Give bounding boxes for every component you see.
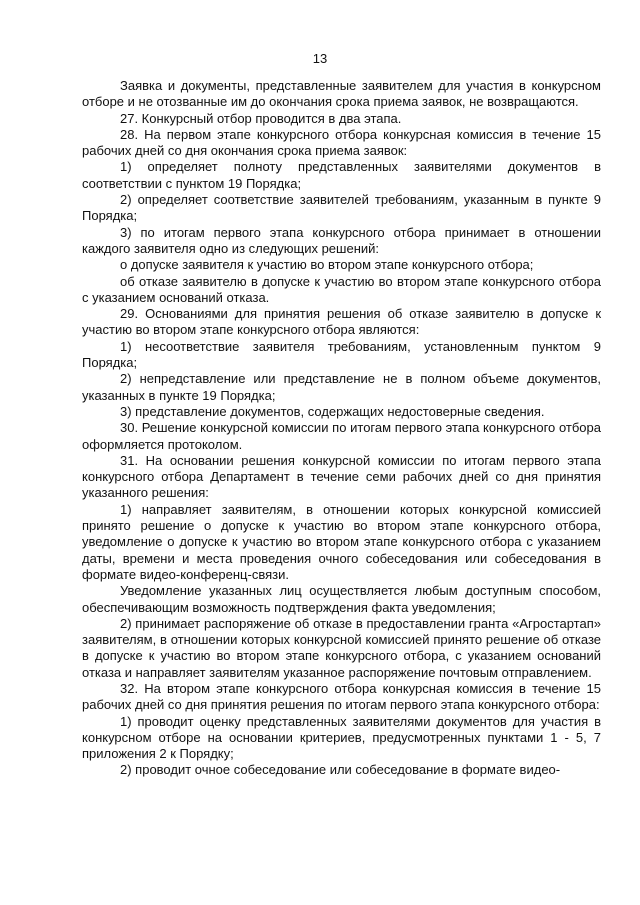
paragraph-decision-admit: о допуске заявителя к участию во втором этапе конкурсного отбора; xyxy=(120,257,534,273)
paragraph-28-item-2: 2) определяет соответствие заявителей требованиям, указанным в пункте 9 Порядка; xyxy=(82,192,601,224)
paragraph-applications-not-returned: Заявка и документы, представленные заявителем для участия в конкурсном отборе и не отозванные им до окончания срока приема заявок, не возвращаются. xyxy=(82,78,601,110)
paragraph-32-item-1: 1) проводит оценку представленных заявителями документов для участия в конкурсном отборе на основании критериев, предусмотренных пунктами 1 - 5, 7 приложения 2 к Порядку; xyxy=(82,713,601,762)
paragraph-29-item-3: 3) представление документов, содержащих недостоверные сведения. xyxy=(120,403,545,419)
page-number: 13 xyxy=(312,51,328,66)
paragraph-29: 29. Основаниями для принятия решения об отказе заявителю в допуске к участию во втором этапе конкурсного отбора являются: xyxy=(82,306,601,338)
document-body xyxy=(82,78,601,779)
paragraph-28: 28. На первом этапе конкурсного отбора конкурсная комиссия в течение 15 рабочих дней со дня окончания срока приема заявок: xyxy=(82,126,601,159)
paragraph-29-item-1: 1) несоответствие заявителя требованиям, установленным пунктом 9 Порядка; xyxy=(82,338,601,371)
paragraph-29-item-2: 2) непредставление или представление не в полном объеме документов, указанных в пункте 19 Порядка; xyxy=(82,371,601,403)
paragraph-27: 27. Конкурсный отбор проводится в два этапа. xyxy=(120,110,402,126)
paragraph-decision-refuse: об отказе заявителю в допуске к участию во втором этапе конкурсного отбора с указанием оснований отказа. xyxy=(82,273,601,305)
paragraph-notification: Уведомление указанных лиц осуществляется любым доступным способом, обеспечивающим возможность подтверждения факта уведомления; xyxy=(82,583,601,615)
paragraph-31-item-2: 2) принимает распоряжение об отказе в предоставлении гранта «Агростартап» заявителям, в отношении которых конкурсной комиссией принято решение об отказе в допуске к участию во втором этапе конкурсного отбора, с указанием оснований отказа и направляет заявителям указанное распоряжение почтовым отправлением. xyxy=(82,615,601,680)
paragraph-28-item-1: 1) определяет полноту представленных заявителями документов в соответствии с пунктом 19 Порядка; xyxy=(82,159,601,191)
paragraph-28-item-3: 3) по итогам первого этапа конкурсного отбора принимает в отношении каждого заявителя одно из следующих решений: xyxy=(82,224,601,256)
paragraph-31: 31. На основании решения конкурсной комиссии по итогам первого этапа конкурсного отбора Департамент в течение семи рабочих дней со дня принятия указанного решения: xyxy=(82,452,601,501)
paragraph-32-item-2: 2) проводит очное собеседование или собеседование в формате видео- xyxy=(120,762,561,778)
paragraph-32: 32. На втором этапе конкурсного отбора конкурсная комиссия в течение 15 рабочих дней со дня принятия решения по итогам первого этапа конкурсного отбора: xyxy=(82,680,601,713)
paragraph-31-item-1: 1) направляет заявителям, в отношении которых конкурсной комиссией принято решение о допуске к участию во втором этапе конкурсного отбора, уведомление о допуске к участию во втором этапе конкурсного отбора с указанием даты, времени и места проведения очного собеседования или собеседования в формате видео-конференц-связи. xyxy=(82,501,601,582)
paragraph-30: 30. Решение конкурсной комиссии по итогам первого этапа конкурсного отбора оформляется протоколом. xyxy=(82,420,601,452)
